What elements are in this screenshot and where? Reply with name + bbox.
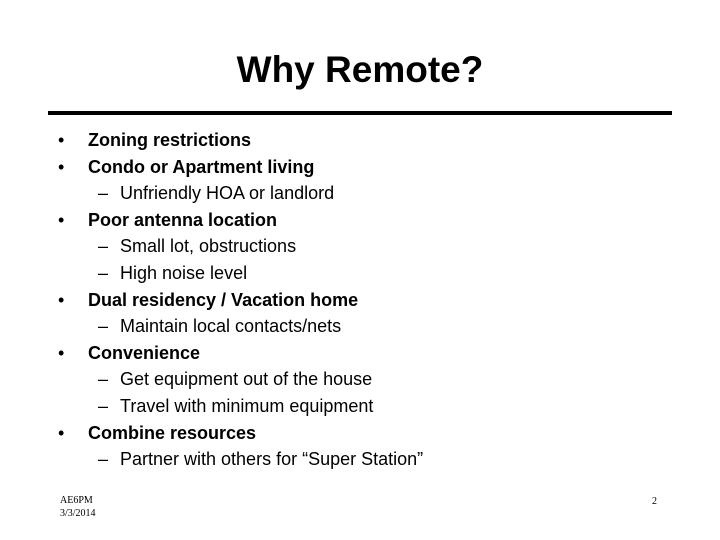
bullet-text: Combine resources	[88, 422, 257, 443]
bullet-marker: •	[58, 289, 65, 310]
sub-bullet-item	[56, 446, 423, 473]
bullet-marker: •	[58, 130, 65, 150]
sub-bullet-text: Get equipment out of the house	[120, 369, 373, 390]
sub-bullet-marker: –	[98, 449, 109, 470]
bullet-item	[56, 207, 423, 234]
slide-title: Why Remote?	[236, 49, 484, 90]
bullet-text: Poor antenna location	[88, 209, 278, 230]
sub-bullet-item	[56, 393, 423, 420]
bullet-item	[56, 127, 423, 154]
sub-bullet-text: Maintain local contacts/nets	[120, 316, 342, 337]
footer-date: 3/3/2014	[60, 508, 96, 519]
sub-bullet-marker: –	[98, 369, 109, 390]
sub-bullet-text: Unfriendly HOA or landlord	[120, 183, 335, 204]
sub-bullet-marker: –	[98, 236, 109, 257]
sub-bullet-marker: –	[98, 395, 109, 416]
page-number: 2	[652, 496, 657, 507]
bullet-list	[56, 127, 423, 473]
sub-bullet-item	[56, 180, 423, 207]
bullet-item	[56, 420, 423, 447]
sub-bullet-text: Small lot, obstructions	[120, 236, 297, 257]
bullet-item	[56, 287, 423, 314]
sub-bullet-text: Partner with others for “Super Station”	[120, 449, 424, 470]
bullet-marker: •	[58, 209, 65, 230]
bullet-text: Condo or Apartment living	[88, 156, 315, 177]
bullet-marker: •	[58, 156, 65, 177]
bullet-text: Dual residency / Vacation home	[88, 289, 359, 310]
bullet-item	[56, 340, 423, 367]
sub-bullet-item	[56, 233, 423, 260]
sub-bullet-marker: –	[98, 262, 109, 283]
sub-bullet-marker: –	[98, 183, 109, 204]
sub-bullet-item	[56, 366, 423, 393]
sub-bullet-text: High noise level	[120, 262, 248, 283]
sub-bullet-item	[56, 313, 423, 340]
sub-bullet-marker: –	[98, 316, 109, 337]
footer-author: AE6PM	[60, 495, 93, 506]
sub-bullet-item	[56, 260, 423, 287]
bullet-marker: •	[58, 422, 65, 443]
bullet-item	[56, 154, 423, 181]
bullet-text: Convenience	[88, 342, 201, 363]
footer-info	[60, 494, 96, 520]
title-underline	[48, 111, 672, 115]
bullet-marker: •	[58, 342, 65, 363]
sub-bullet-text: Travel with minimum equipment	[120, 395, 374, 416]
bullet-text: Zoning restrictions	[88, 130, 252, 150]
